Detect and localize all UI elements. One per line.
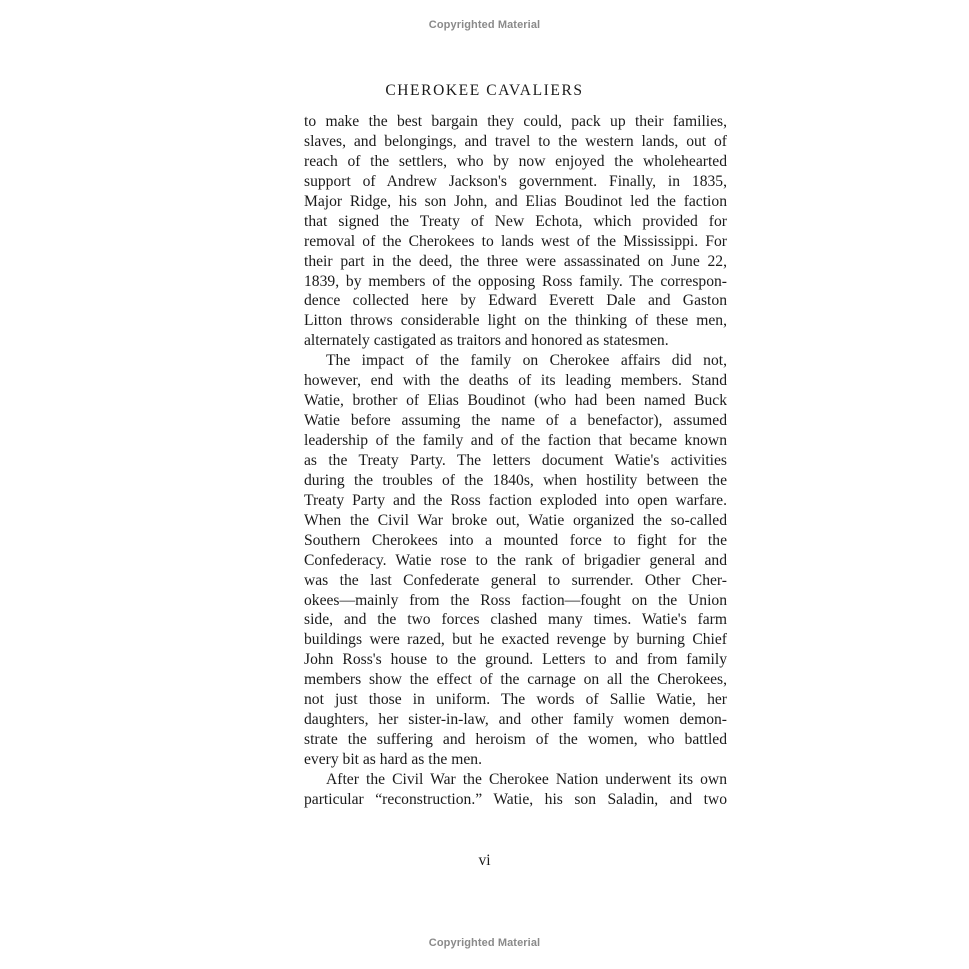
running-head: CHEROKEE CAVALIERS: [385, 82, 584, 99]
paragraph-3: [304, 770, 727, 810]
text-line: as the Treaty Party. The letters document Watie's activities: [304, 451, 727, 469]
text-line: buildings were razed, but he exacted revenge by burning Chief: [304, 631, 727, 649]
text-line: 1839, by members of the opposing Ross family. The correspon-: [304, 272, 727, 290]
text-line: leadership of the family and of the faction that became known: [304, 432, 727, 449]
text-line: John Ross's house to the ground. Letters to and from family: [304, 651, 727, 669]
paragraph-2: [304, 351, 727, 770]
text-line: support of Andrew Jackson's government. Finally, in 1835,: [304, 172, 727, 190]
text-line: daughters, her sister-in-law, and other family women demon-: [304, 711, 727, 729]
text-line: was the last Confederate general to surrender. Other Cher-: [304, 571, 727, 589]
text-line: slaves, and belongings, and travel to the western lands, out of: [304, 132, 727, 150]
text-line: particular “reconstruction.” Watie, his son Saladin, and two: [304, 790, 727, 808]
text-line: Confederacy. Watie rose to the rank of brigadier general and: [304, 551, 727, 569]
text-line: removal of the Cherokees to lands west of the Mississippi. For: [304, 232, 727, 250]
paragraph-1: [304, 112, 727, 351]
copyright-watermark-bottom: Copyrighted Material: [428, 937, 541, 949]
text-line: Watie before assuming the name of a benefactor), assumed: [304, 412, 727, 430]
text-line: during the troubles of the 1840s, when hostility between the: [304, 471, 727, 489]
text-line: that signed the Treaty of New Echota, which provided for: [304, 212, 727, 230]
text-line: alternately castigated as traitors and honored as statesmen.: [304, 332, 669, 350]
text-line: strate the suffering and heroism of the women, who battled: [304, 731, 727, 749]
text-line: reach of the settlers, who by now enjoyed the wholehearted: [304, 152, 727, 170]
copyright-watermark-top: Copyrighted Material: [428, 19, 541, 31]
text-line: to make the best bargain they could, pack up their families,: [304, 113, 727, 130]
text-line: Southern Cherokees into a mounted force to fight for the: [304, 531, 727, 549]
text-line: Watie, brother of Elias Boudinot (who had been named Buck: [304, 392, 727, 410]
text-line: not just those in uniform. The words of Sallie Watie, her: [304, 691, 727, 709]
text-line: dence collected here by Edward Everett Dale and Gaston: [304, 292, 727, 310]
text-line: however, end with the deaths of its leading members. Stand: [304, 372, 727, 390]
text-line: Major Ridge, his son John, and Elias Boudinot led the faction: [304, 192, 727, 210]
page-number: vi: [478, 852, 491, 869]
body-text: [304, 112, 727, 810]
text-line: Treaty Party and the Ross faction exploded into open warfare.: [304, 491, 727, 509]
text-line: okees—mainly from the Ross faction—fought on the Union: [304, 591, 727, 609]
text-line: Litton throws considerable light on the thinking of these men,: [304, 312, 727, 330]
text-line: After the Civil War the Cherokee Nation underwent its own: [326, 770, 727, 788]
text-line: every bit as hard as the men.: [304, 751, 482, 768]
text-line: their part in the deed, the three were assassinated on June 22,: [304, 252, 727, 270]
text-line: The impact of the family on Cherokee affairs did not,: [326, 352, 727, 370]
text-line: members show the effect of the carnage on all the Cherokees,: [304, 671, 727, 689]
text-line: When the Civil War broke out, Watie organized the so-called: [304, 511, 727, 529]
text-line: side, and the two forces clashed many times. Watie's farm: [304, 611, 727, 629]
